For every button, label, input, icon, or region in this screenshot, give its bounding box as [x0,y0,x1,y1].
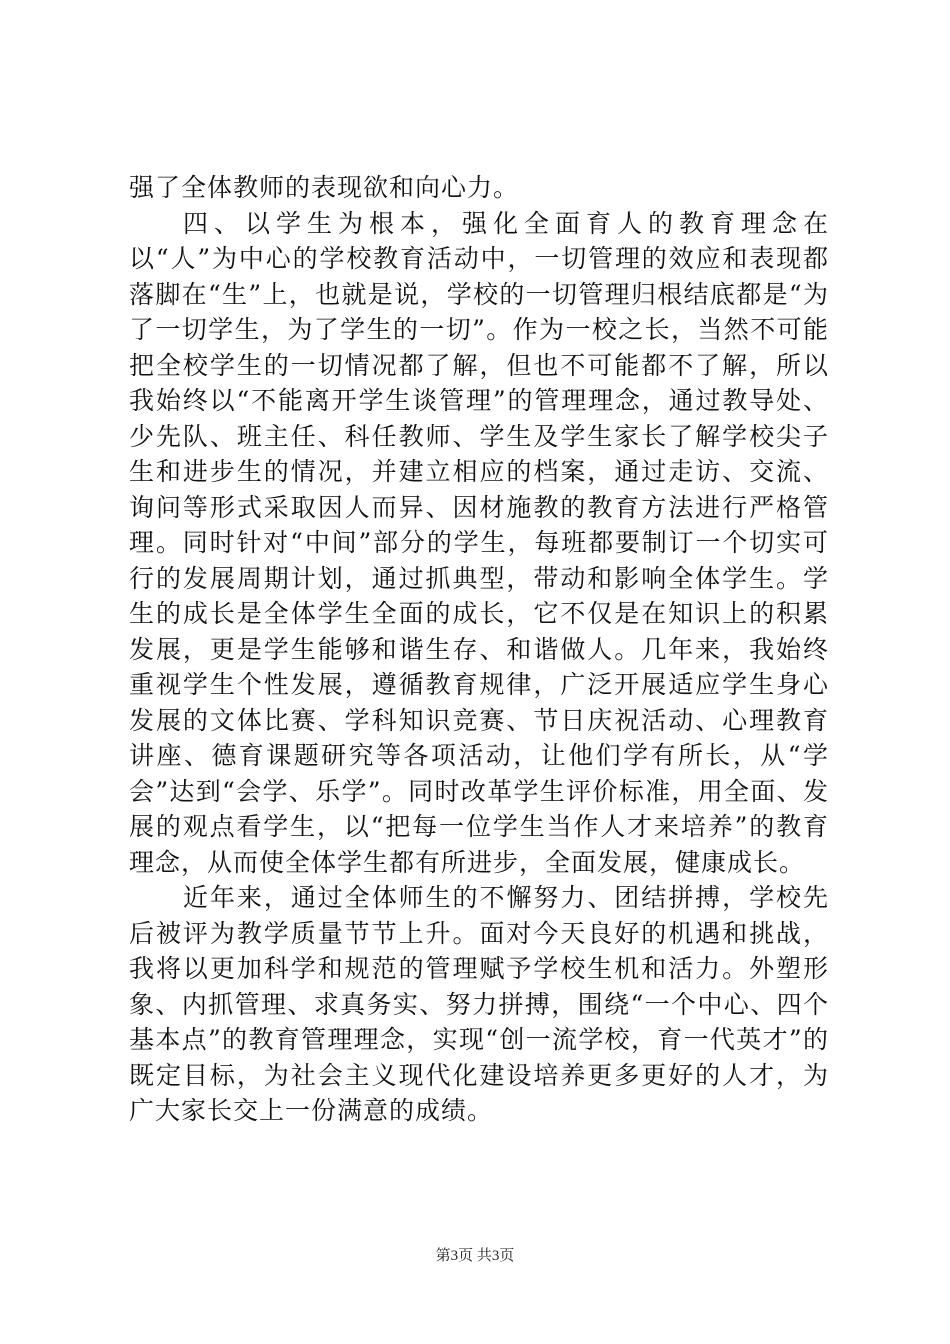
paragraph-student-centered: 四、以学生为根本，强化全面育人的教育理念在以“人”为中心的学校教育活动中，一切管理的效应和表现都落脚在“生”上，也就是说，学校的一切管理归根结底都是“为了一切学生，为了学生的一切”。作为一校之长，当然不可能把全校学生的一切情况都了解，但也不可能都不了解，所以我始终以“不能离开学生谈管理”的管理理念，通过教导处、少先队、班主任、科任教师、学生及学生家长了解学校尖子生和进步生的情况，并建立相应的档案，通过走访、交流、询问等形式采取因人而异、因材施教的教育方法进行严格管理。同时针对“中间”部分的学生，每班都要制订一个切实可行的发展周期计划，通过抓典型，带动和影响全体学生。学生的成长是全体学生全面的成长，它不仅是在知识上的积累发展，更是学生能够和谐生存、和谐做人。几年来，我始终重视学生个性发展，遵循教育规律，广泛开展适应学生身心发展的文体比赛、学科知识竞赛、节日庆祝活动、心理教育讲座、德育课题研究等各项活动，让他们学有所长，从“学会”达到“会学、乐学”。同时改革学生评价标准，用全面、发展的观点看学生，以“把每一位学生当作人才来培养”的教育理念，从而使全体学生都有所进步，全面发展，健康成长。 [129,208,829,877]
paragraph-continuation: 强了全体教师的表现欲和向心力。 [129,173,520,202]
paragraph-conclusion: 近年来，通过全体师生的不懈努力、团结拼搏，学校先后被评为教学质量节节上升。面对今天良好的机遇和挑战，我将以更加科学和规范的管理赋予学校生机和活力。外塑形象、内抓管理、求真务实、努力拼搏，围绕“一个中心、四个基本点”的教育管理理念，实现“创一流学校，育一代英才”的既定目标，为社会主义现代化建设培养更多更好的人才，为广大家长交上一份满意的成绩。 [129,883,829,1125]
document-body [129,170,829,1129]
page-footer: 第3页 共3页 [435,1248,515,1264]
